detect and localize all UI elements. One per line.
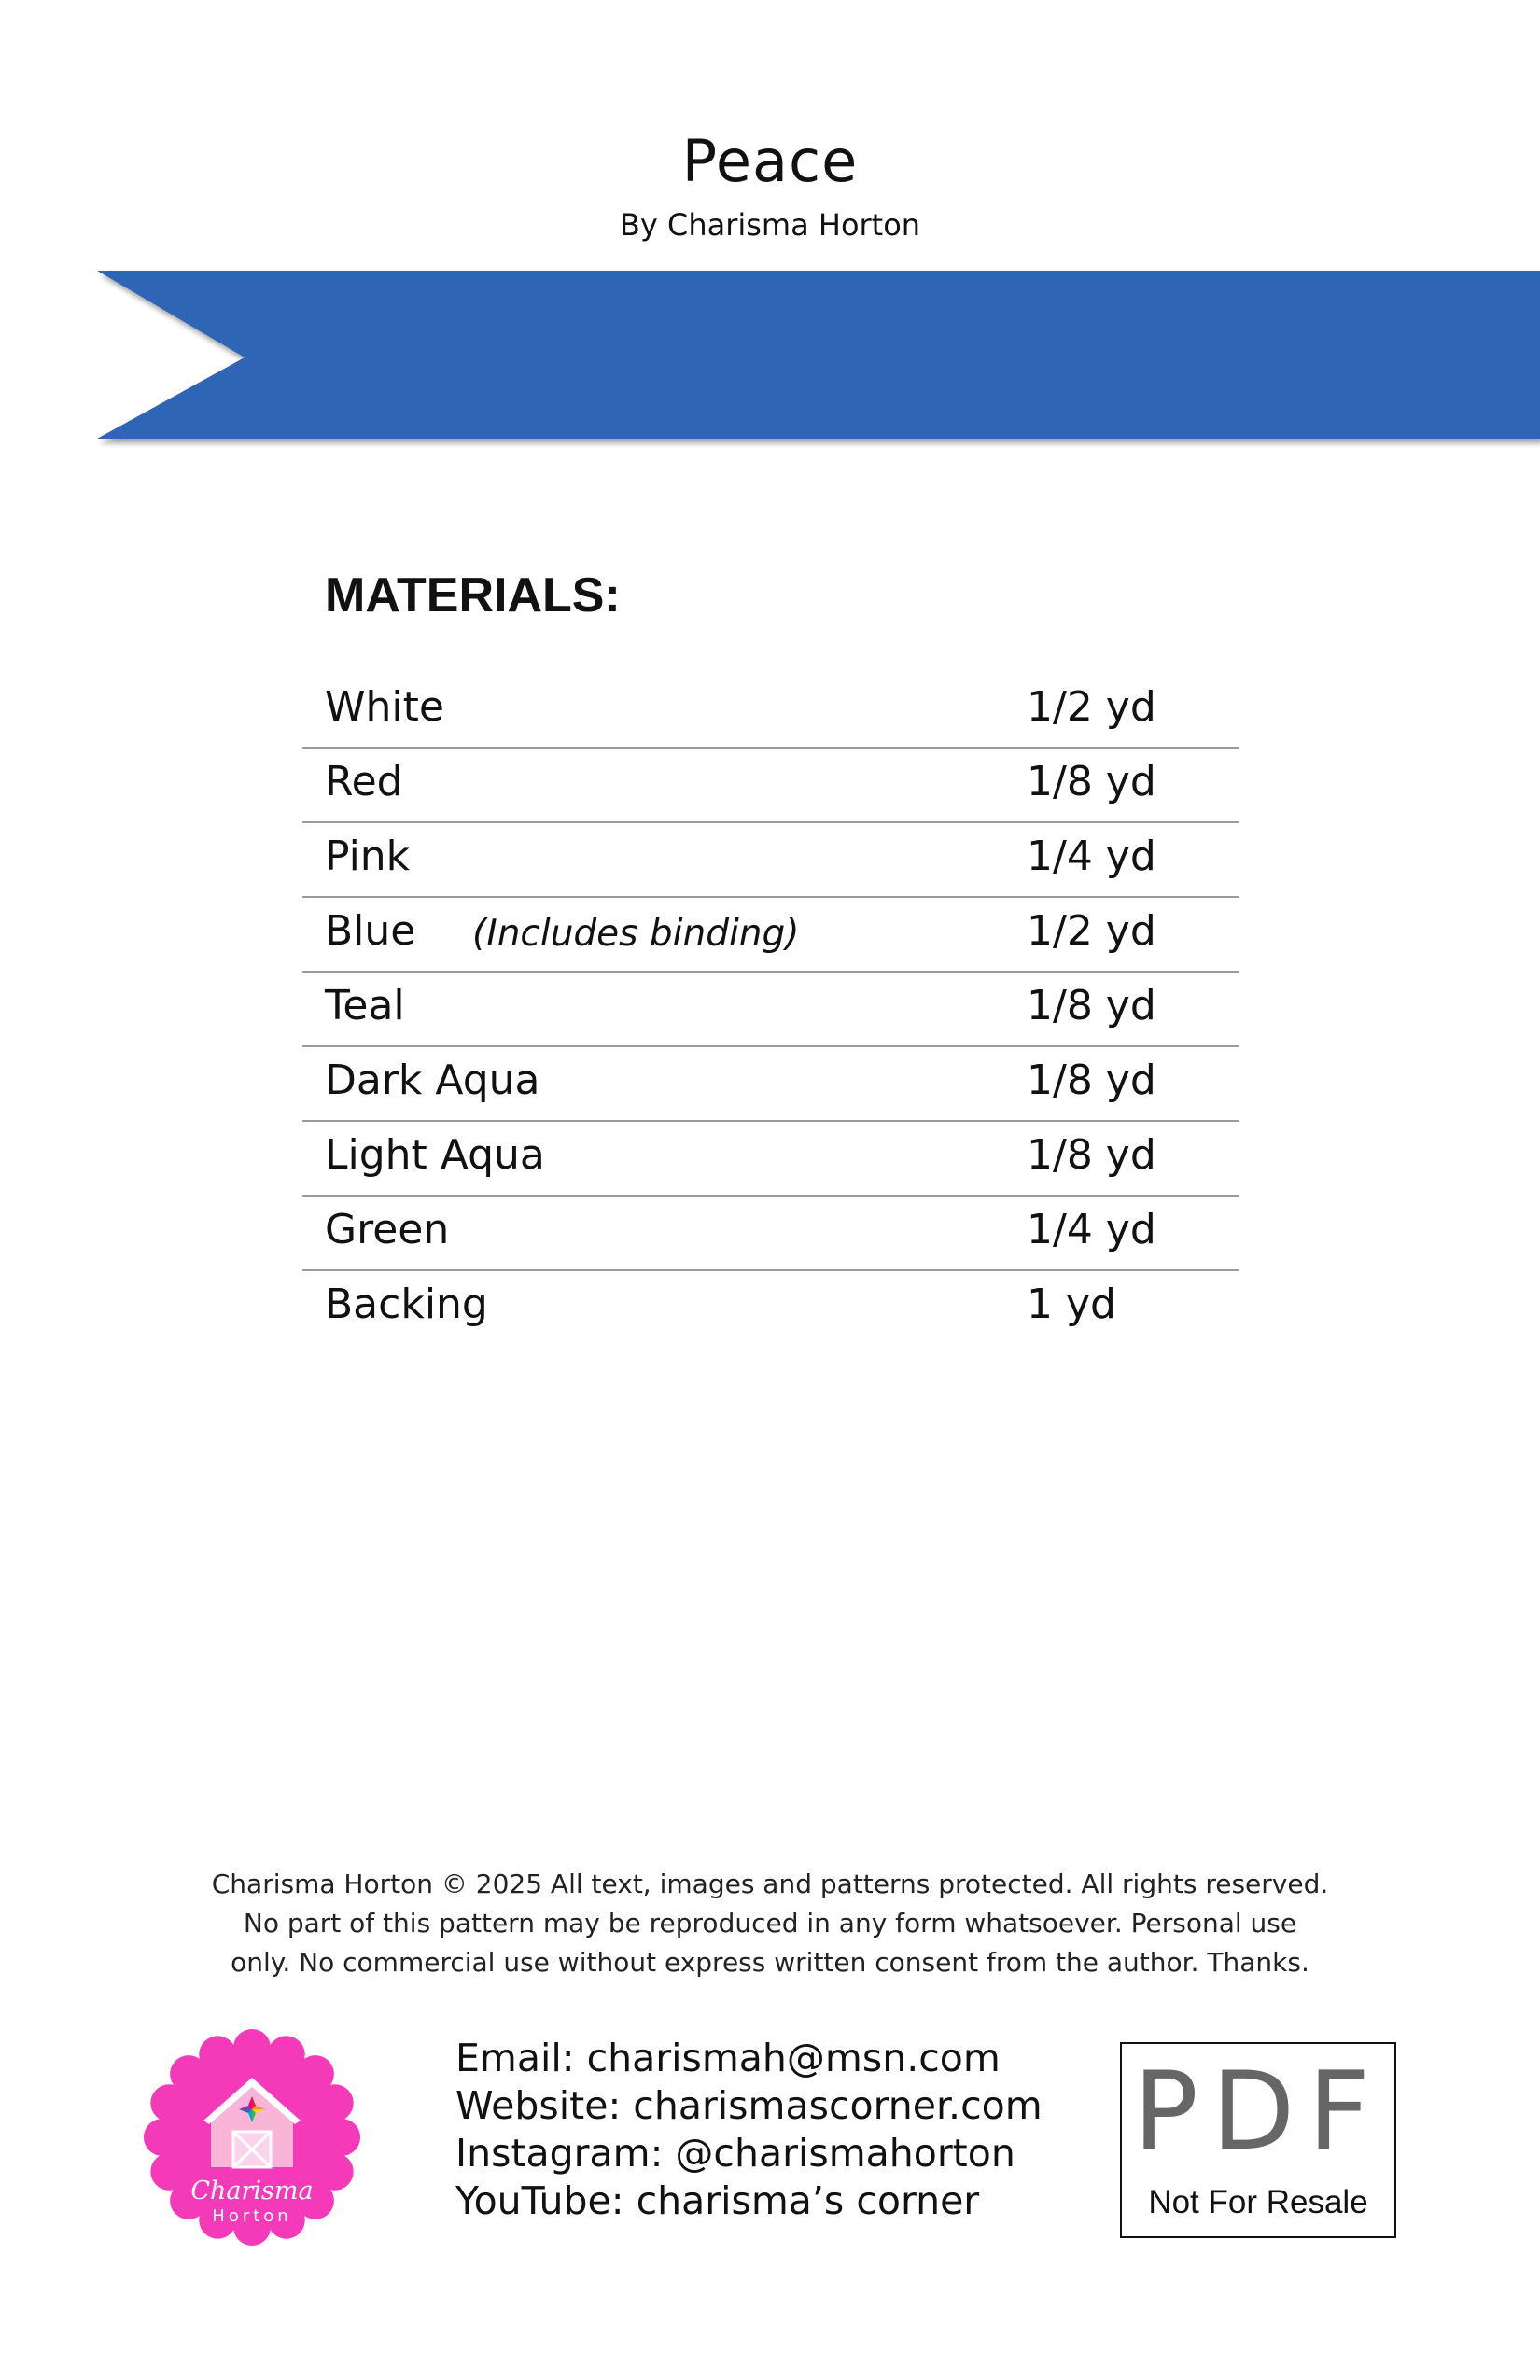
material-name: White [325,683,444,731]
materials-heading: MATERIALS: [325,568,621,623]
copyright-line: Charisma Horton © 2025 All text, images and patterns protected. All rights reserved. [211,1869,1329,1899]
material-name: Pink [325,833,411,880]
material-name: Light Aqua [325,1131,545,1179]
contact-website[interactable]: Website: charismascorner.com [455,2083,1043,2128]
materials-row [302,898,1239,973]
material-quantity: 1/4 yd [1027,1206,1156,1253]
charisma-horton-logo [142,2027,362,2247]
materials-row [302,973,1239,1047]
pattern-byline: By Charisma Horton [619,207,921,243]
material-name: Blue [325,907,416,955]
material-quantity: 1 yd [1027,1281,1116,1328]
material-name: Backing [325,1281,488,1328]
materials-row [302,749,1239,823]
pdf-not-for-resale-badge [1120,2042,1396,2238]
materials-row [302,1271,1239,1344]
logo-surname: Horton [212,2206,292,2226]
copyright-line: only. No commercial use without express written consent from the author. Thanks. [231,1947,1309,1978]
contact-info [455,2035,1043,2225]
material-name: Green [325,1206,450,1253]
header-banner [0,261,1540,457]
material-name: Red [325,758,403,805]
materials-row [302,823,1239,898]
pdf-label: PDF [1133,2049,1383,2175]
materials-row [302,1197,1239,1271]
materials-table [302,674,1239,1344]
contact-email[interactable]: Email: charismah@msn.com [455,2036,1001,2080]
materials-row [302,1047,1239,1122]
material-quantity: 1/2 yd [1027,683,1156,731]
pattern-title: Peace [681,127,859,195]
material-note: (Includes binding) [472,913,800,955]
material-name: Teal [325,982,405,1029]
material-name: Dark Aqua [325,1057,540,1104]
materials-row [302,674,1239,749]
contact-instagram[interactable]: Instagram: @charismahorton [455,2131,1015,2176]
not-for-resale-label: Not For Resale [1148,2184,1368,2220]
banner-ribbon [97,271,1540,439]
material-quantity: 1/2 yd [1027,907,1156,955]
material-quantity: 1/8 yd [1027,982,1156,1029]
material-quantity: 1/8 yd [1027,1131,1156,1179]
copyright-line: No part of this pattern may be reproduced in any form whatsoever. Personal use [243,1908,1297,1939]
material-quantity: 1/4 yd [1027,833,1156,880]
logo-name: Charisma [190,2177,314,2205]
material-quantity: 1/8 yd [1027,758,1156,805]
copyright-notice [0,1865,1540,1982]
material-quantity: 1/8 yd [1027,1057,1156,1104]
contact-youtube[interactable]: YouTube: charisma’s corner [455,2178,980,2223]
materials-row [302,1122,1239,1197]
